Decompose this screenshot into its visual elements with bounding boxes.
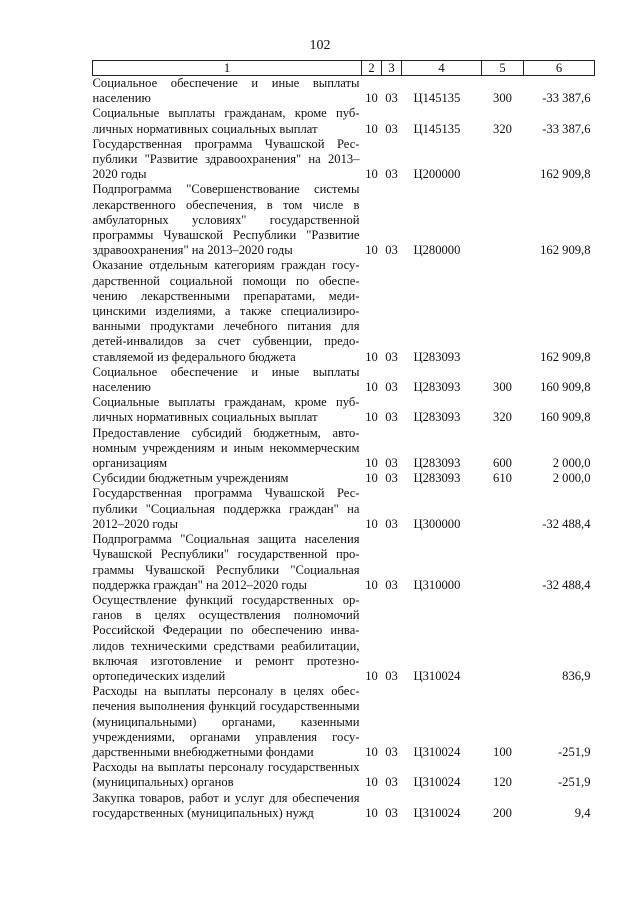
row-name: Социальное обеспечение и иные выплаты населению: [92, 76, 360, 106]
row-amount: -32 488,4: [542, 516, 591, 531]
row-name: Социальное обеспечение и иные выплаты населению: [92, 364, 360, 395]
row-amount: 160 909,8: [540, 410, 591, 425]
row-target-code: Ц310024: [413, 805, 461, 820]
row-name: Расходы на выплаты персоналу в целях обеспечения выполнения функций государственными (муниципальными) органами, казенными учреждениями, органами управления государственными внебюджетными фондами: [92, 684, 360, 759]
row-name: Закупка товаров, работ и услуг для обеспечения государственных (муниципальных) нужд: [92, 790, 360, 820]
row-target-code: Ц310000: [413, 577, 461, 592]
row-name: Осуществление функций государственных органов в целях осуществления полномочий Российской Федерации по обеспечению инвалидов техническими средствами реабилитации, включая изготовление и ремонт протезно-ортопедических изделий: [92, 592, 360, 683]
row-expense-type: 100: [493, 744, 512, 759]
header-col-4: 4: [402, 61, 482, 76]
row-subsection: 03: [385, 668, 398, 683]
row-subsection: 03: [385, 456, 398, 471]
header-col-2: 2: [362, 61, 382, 76]
table-row: [93, 593, 595, 684]
table-row: [93, 395, 595, 425]
row-section: 10: [365, 167, 378, 182]
table-row: [93, 426, 595, 472]
row-section: 10: [365, 805, 378, 820]
row-target-code: Ц300000: [413, 516, 461, 531]
row-expense-type: [482, 532, 524, 593]
row-subsection: 03: [385, 91, 398, 106]
row-name: Подпрограмма "Социальная защита населения Чувашской Республики" государственной программы Чувашской Республики "Социальная поддержка граждан" на 2012–2020 годы: [92, 532, 360, 592]
table-row: [93, 760, 595, 790]
row-amount: 162 909,8: [540, 167, 591, 182]
table-body: [93, 76, 595, 821]
row-subsection: 03: [385, 349, 398, 364]
row-subsection: 03: [385, 744, 398, 759]
row-expense-type: 600: [493, 456, 512, 471]
row-section: 10: [365, 456, 378, 471]
table-row: [93, 182, 595, 258]
row-expense-type: [482, 486, 524, 532]
row-subsection: 03: [385, 516, 398, 531]
row-target-code: Ц310024: [413, 775, 461, 790]
table-row: [93, 791, 595, 821]
row-subsection: 03: [385, 577, 398, 592]
row-target-code: Ц145135: [413, 121, 461, 136]
table-row: [93, 258, 595, 364]
row-name: Социальные выплаты гражданам, кроме публичных нормативных социальных выплат: [92, 395, 360, 425]
row-name: Оказание отдельным категориям граждан государственной социальной помощи по обеспечению лекарственными препаратами, медицинскими изделиями, а также специализированными продуктами лечебного питания для детей-инвалидов за счет субвенции, предоставляемой из федерального бюджета: [92, 258, 360, 364]
row-amount: 9,4: [574, 805, 591, 820]
row-target-code: Ц145135: [413, 91, 461, 106]
row-target-code: Ц283093: [413, 380, 461, 395]
row-section: 10: [365, 91, 378, 106]
header-col-1: 1: [93, 61, 362, 76]
row-name: Предоставление субсидий бюджетным, автономным учреждениям и иным некоммерческим организациям: [92, 425, 360, 471]
row-amount: -251,9: [557, 744, 591, 759]
table-row: [93, 532, 595, 593]
row-section: 10: [365, 410, 378, 425]
row-amount: 2 000,0: [552, 456, 591, 471]
header-col-3: 3: [382, 61, 402, 76]
row-amount: 160 909,8: [540, 380, 591, 395]
row-subsection: 03: [385, 410, 398, 425]
row-name: Подпрограмма "Совершенствование системы лекарственного обеспечения, в том числе в амбулаторных условиях" государственной программы Чувашской Республики "Развитие здравоохранения" на 2013–2020 годы: [92, 182, 360, 258]
row-section: 10: [365, 121, 378, 136]
row-expense-type: [482, 182, 524, 258]
row-target-code: Ц283093: [413, 456, 461, 471]
row-subsection: 03: [385, 121, 398, 136]
row-subsection: 03: [385, 471, 398, 486]
row-section: 10: [365, 243, 378, 258]
table-row: [93, 76, 595, 107]
row-section: 10: [365, 577, 378, 592]
table-row: [93, 471, 595, 486]
row-subsection: 03: [385, 805, 398, 820]
row-target-code: Ц283093: [413, 471, 461, 486]
row-name: Социальные выплаты гражданам, кроме публичных нормативных социальных выплат: [92, 106, 360, 136]
row-expense-type: 320: [493, 121, 512, 136]
page-number: 102: [309, 38, 331, 53]
table-row: [93, 137, 595, 183]
row-expense-type: [482, 593, 524, 684]
row-section: 10: [365, 744, 378, 759]
row-amount: 162 909,8: [540, 243, 591, 258]
row-target-code: Ц280000: [413, 243, 461, 258]
row-name: Государственная программа Чувашской Республики "Развитие здравоохранения" на 2013–2020 годы: [92, 136, 360, 182]
row-amount: -33 387,6: [542, 91, 591, 106]
row-amount: -251,9: [557, 775, 591, 790]
row-section: 10: [365, 380, 378, 395]
row-subsection: 03: [385, 380, 398, 395]
row-target-code: Ц310024: [413, 744, 461, 759]
table-row: [93, 365, 595, 395]
row-amount: -33 387,6: [542, 121, 591, 136]
row-amount: 162 909,8: [540, 349, 591, 364]
row-expense-type: 300: [493, 91, 512, 106]
row-amount: 836,9: [562, 668, 591, 683]
row-section: 10: [365, 775, 378, 790]
row-expense-type: [482, 258, 524, 364]
row-name: Расходы на выплаты персоналу государственных (муниципальных) органов: [92, 760, 360, 790]
row-section: 10: [365, 516, 378, 531]
table-row: [93, 684, 595, 760]
row-expense-type: 610: [493, 471, 512, 486]
row-expense-type: [482, 137, 524, 183]
table-header: [93, 61, 595, 76]
row-section: 10: [365, 668, 378, 683]
row-amount: -32 488,4: [542, 577, 591, 592]
row-name: Государственная программа Чувашской Республики "Социальная поддержка граждан" на 2012–2020 годы: [92, 486, 360, 531]
row-expense-type: 320: [493, 410, 512, 425]
row-subsection: 03: [385, 243, 398, 258]
row-target-code: Ц283093: [413, 410, 461, 425]
row-amount: 2 000,0: [552, 471, 591, 486]
header-col-5: 5: [482, 61, 524, 76]
row-expense-type: 300: [493, 380, 512, 395]
budget-table: [92, 60, 595, 821]
row-target-code: Ц310024: [413, 668, 461, 683]
row-name: Субсидии бюджетным учреждениям: [92, 471, 289, 486]
table-row: [93, 106, 595, 136]
row-expense-type: 200: [493, 805, 512, 820]
row-target-code: Ц200000: [413, 167, 461, 182]
row-expense-type: 120: [493, 775, 512, 790]
row-subsection: 03: [385, 167, 398, 182]
row-subsection: 03: [385, 775, 398, 790]
row-section: 10: [365, 349, 378, 364]
row-section: 10: [365, 471, 378, 486]
header-col-6: 6: [524, 61, 595, 76]
row-target-code: Ц283093: [413, 349, 461, 364]
table-row: [93, 486, 595, 532]
